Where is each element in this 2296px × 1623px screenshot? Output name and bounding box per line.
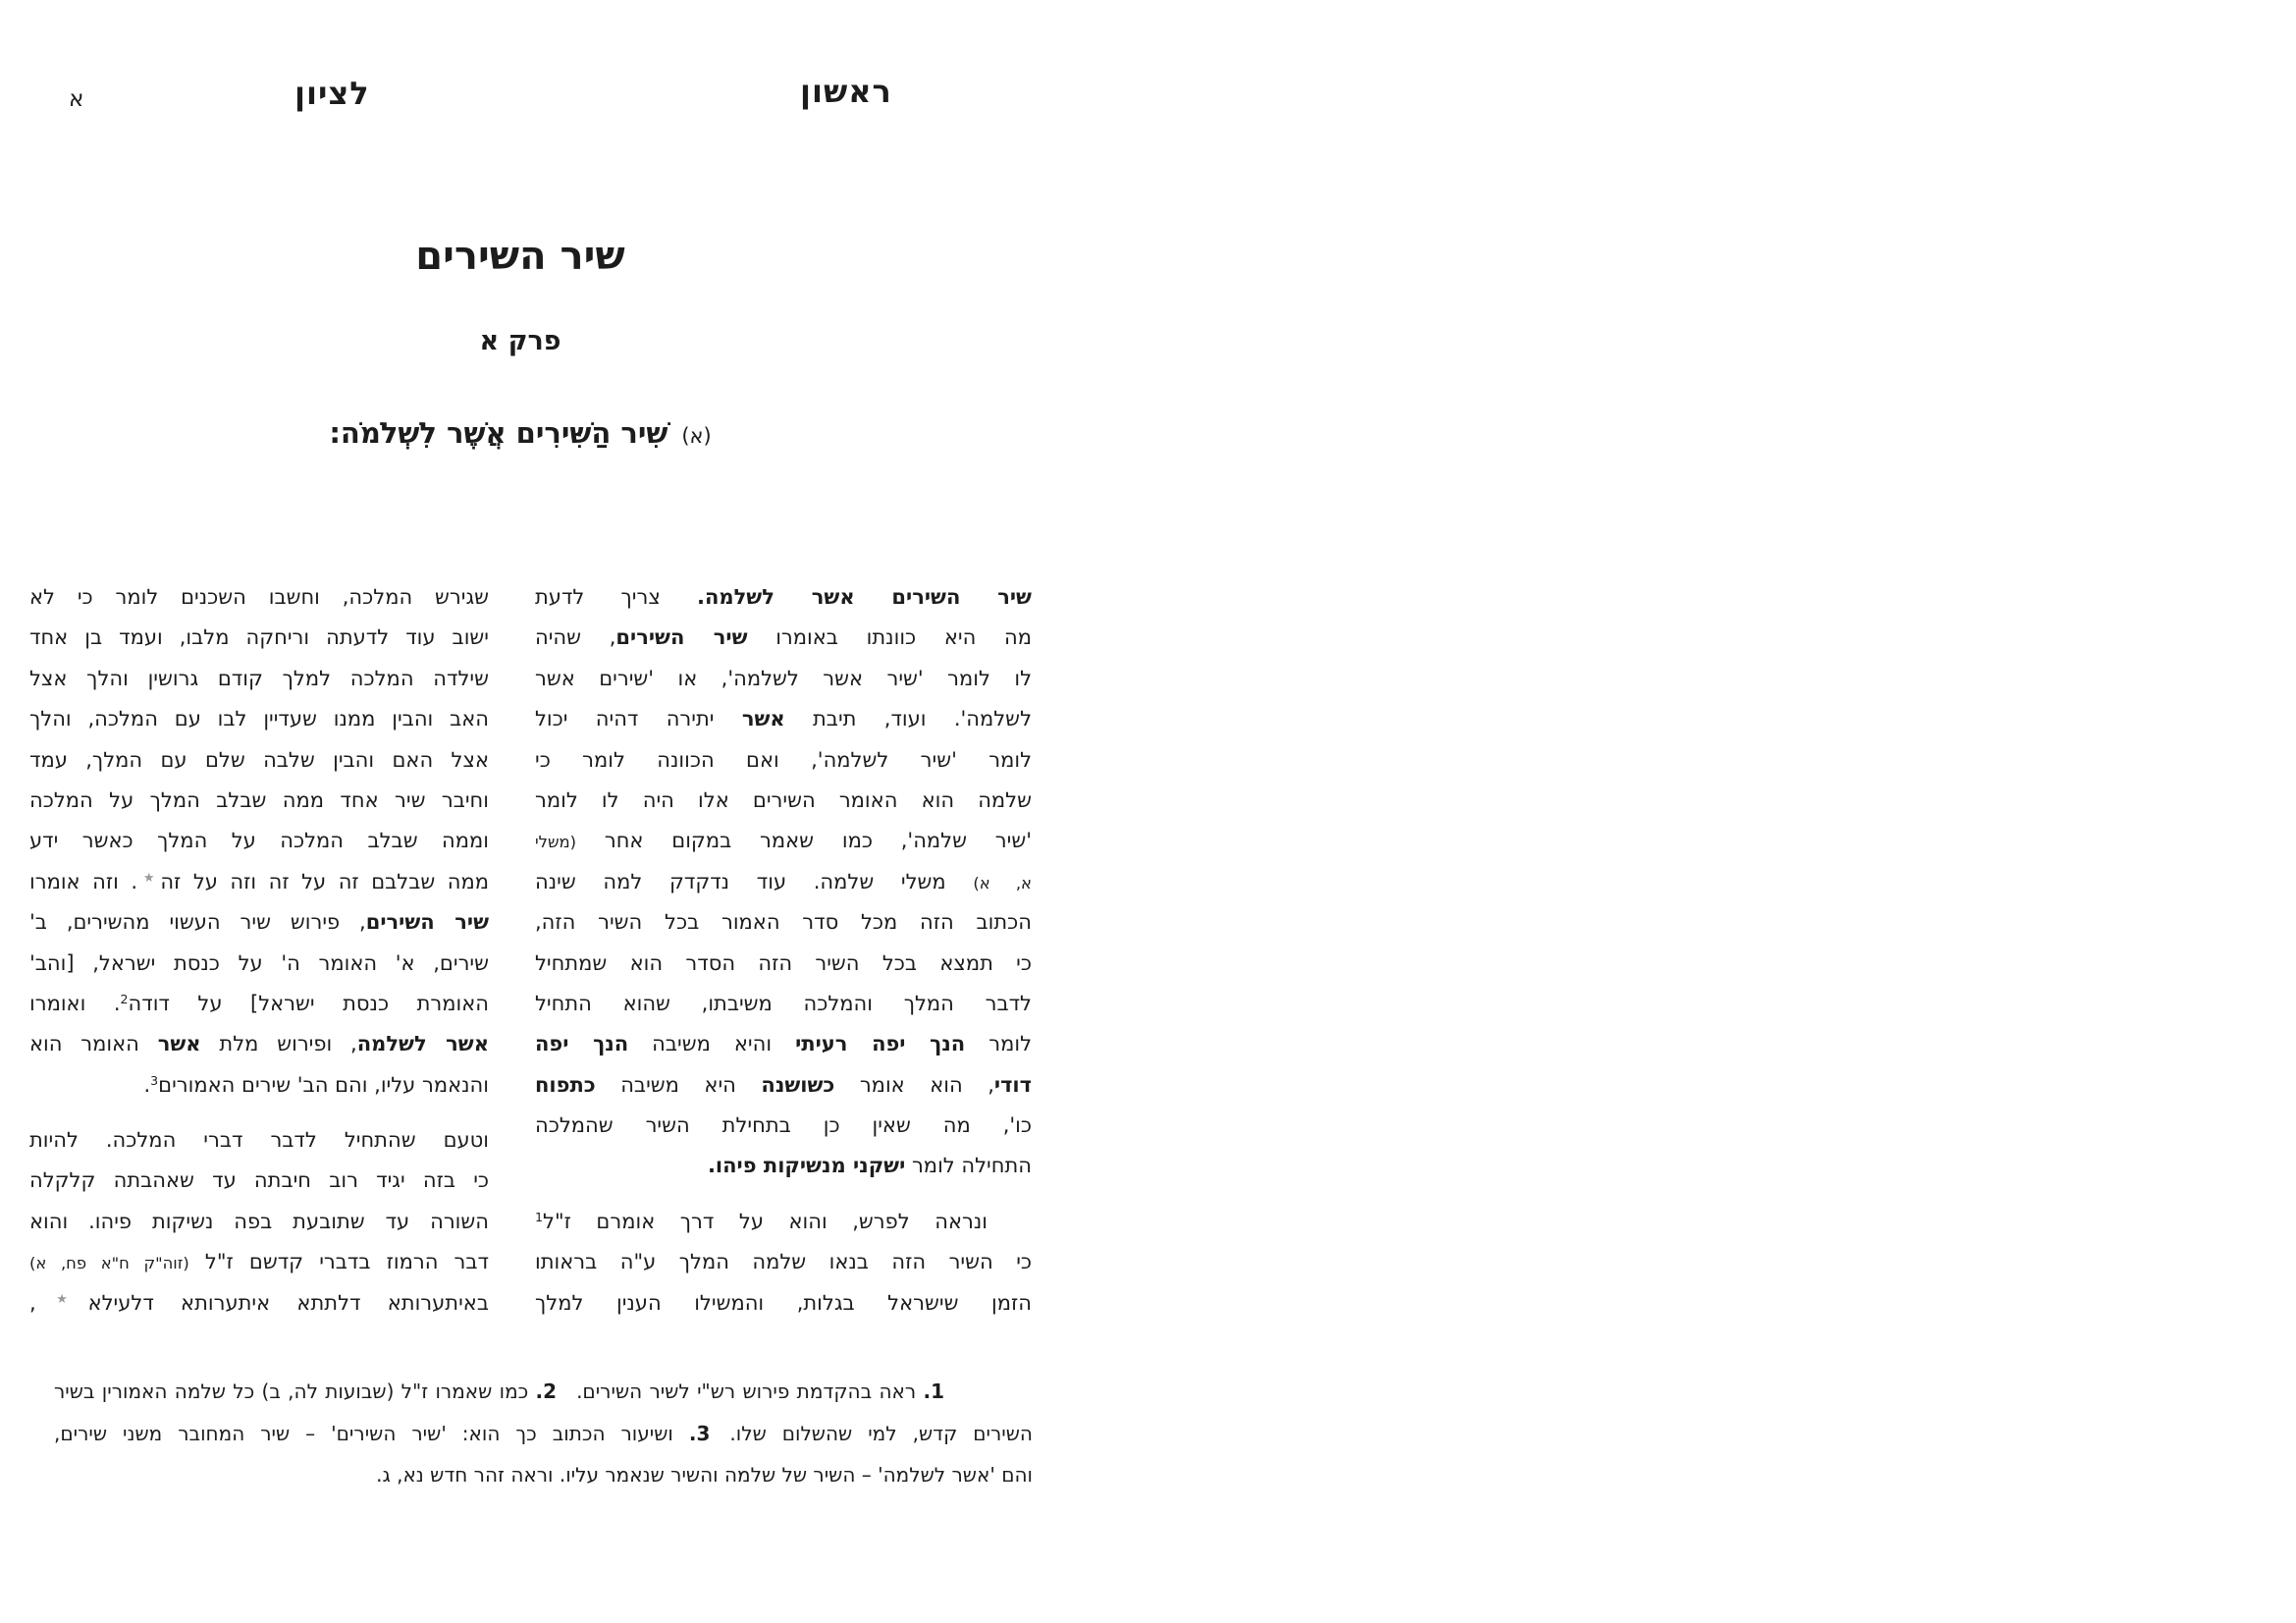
text-line [535, 821, 1032, 861]
text-paragraph [29, 1120, 489, 1324]
text-line [29, 659, 489, 699]
text-line [29, 1283, 489, 1324]
text-segment: . וזה אומרו [29, 869, 137, 893]
footnote-reference-number: 2 [120, 991, 129, 1006]
running-head-left-word: לציון [294, 75, 370, 112]
commentary-column-left [29, 577, 489, 1324]
text-segment: דבר הרמוז בדברי קדשם ז"ל [188, 1250, 489, 1274]
text-segment: כשושנה [761, 1072, 835, 1097]
text-segment: 'שיר שלמה', כמו שאמר במקום אחר [576, 829, 1032, 853]
text-segment: ממה שבלבם זה על זה וזה על זה [160, 869, 489, 893]
text-segment: , הוא אומר [834, 1072, 994, 1097]
text-segment: . ואומרו [29, 991, 121, 1015]
text-segment: ונראה לפרש, והוא על דרך אומרם ז"ל [543, 1209, 988, 1233]
text-line [535, 1065, 1032, 1106]
text-segment: אשר לשלמה [356, 1032, 489, 1056]
text-line [535, 781, 1032, 821]
text-segment: מה היא כוונתו באומרו [747, 625, 1032, 650]
text-segment: לדבר המלך והמלכה משיבתו, שהוא התחיל [535, 991, 1032, 1015]
text-line [535, 659, 1032, 699]
text-segment: השורה עד שתובעת בפה נשיקות פיהו. והוא [29, 1209, 489, 1233]
text-line [535, 740, 1032, 781]
source-citation: (משלי [535, 833, 577, 852]
text-line [29, 1120, 489, 1161]
text-segment: שיר השירים [365, 910, 489, 935]
footnote-reference-number: 1 [535, 1209, 544, 1224]
text-segment: היא משיבה [595, 1072, 762, 1097]
text-line [29, 984, 489, 1024]
verse-line [226, 416, 815, 450]
text-segment: כי בזה יגיד רוב חיבתה עד שאהבתה קלקלה [29, 1168, 489, 1193]
text-segment: יתירה דהיה יכול [535, 707, 742, 731]
text-line [29, 1202, 489, 1242]
text-segment: לשלמה'. ועוד, תיבת [784, 707, 1032, 731]
text-segment: התחילה לומר [905, 1154, 1032, 1178]
text-segment: הכתוב הזה מכל סדר האמור בכל השיר הזה, [535, 910, 1032, 935]
text-segment: שלמה הוא האומר השירים אלו היה לו לומר [535, 787, 1032, 812]
text-line [29, 1161, 489, 1201]
text-line [29, 944, 489, 984]
text-segment: , ופירוש מלת [200, 1032, 357, 1056]
text-paragraph [535, 1202, 1032, 1324]
text-segment: השירים קדש, למי שהשלום שלו. [710, 1421, 1033, 1445]
text-line [535, 618, 1032, 658]
text-segment: שיר השירים [615, 625, 748, 650]
verse-number: (א) [681, 424, 712, 448]
source-citation: (זוה"ק ח"א פח, א) [29, 1254, 189, 1273]
text-segment: אשר [157, 1032, 201, 1056]
text-line [535, 862, 1032, 902]
text-line [535, 1242, 1032, 1282]
text-segment: משלי שלמה. עוד נדקדק למה שינה [535, 869, 974, 893]
chapter-heading: פרק א [479, 326, 561, 356]
text-line [29, 781, 489, 821]
text-line [29, 1024, 489, 1064]
page-number: א [69, 86, 84, 112]
text-segment: האב והבין ממנו שעדיין לבו עם המלכה, והלך [29, 707, 489, 731]
text-segment: והנאמר עליו, והם הב' שירים האמורים [158, 1072, 489, 1097]
text-segment: אשר [741, 707, 785, 731]
text-segment: והיא משיבה [628, 1032, 796, 1056]
text-segment: . [143, 1072, 151, 1097]
text-paragraph [29, 577, 489, 1106]
text-segment: הנך יפה [535, 1032, 629, 1056]
text-segment: כתפוח [535, 1072, 596, 1097]
text-segment: ישוב עוד לדעתה וריחקה מלבו, ועמד בן אחד [29, 625, 489, 650]
text-segment: וטעם שהתחיל לדבר דברי המלכה. להיות [29, 1128, 489, 1153]
text-segment: וממה שבלב המלכה על המלך כאשר ידע [29, 829, 489, 853]
text-line [29, 1242, 489, 1282]
text-segment: לומר [965, 1032, 1032, 1056]
text-line [29, 577, 489, 618]
text-segment: ראה בהקדמת פירוש רש"י לשיר השירים. [557, 1380, 924, 1403]
text-segment: הזמן שישראל בגלות, והמשילו הענין למלך [535, 1290, 1032, 1315]
text-line [29, 740, 489, 781]
text-line [535, 1146, 1032, 1186]
text-segment: שילדה המלכה למלך קודם גרושין והלך אצל [29, 666, 489, 690]
source-citation: א, א) [973, 873, 1032, 893]
text-segment: וחיבר שיר אחד ממה שבלב המלך על המלכה [29, 787, 489, 812]
text-segment: כי תמצא בכל השיר הזה הסדר הוא שמתחיל [535, 950, 1032, 975]
text-line [535, 699, 1032, 739]
text-segment: צריך לדעת [535, 585, 697, 609]
text-line [535, 984, 1032, 1024]
text-segment: שירים, א' האומר ה' על כנסת ישראל, [והב' [29, 950, 489, 975]
text-line [535, 1106, 1032, 1146]
text-segment: באיתערותא דלתתא איתערותא דלעילא [87, 1290, 489, 1315]
text-segment: דודי [993, 1072, 1032, 1097]
text-line [54, 1454, 1033, 1496]
text-line [29, 1065, 489, 1106]
text-segment: ושיעור הכתוב כך הוא: 'שיר השירים' – שיר המחובר משני שירים, [54, 1421, 689, 1445]
text-paragraph [535, 577, 1032, 1187]
text-segment: לו לומר 'שיר אשר לשלמה', או 'שירים אשר [535, 666, 1032, 690]
text-segment: , פירוש שיר העשוי מהשירים, ב' [29, 910, 366, 935]
text-line [54, 1371, 1033, 1413]
text-line [54, 1413, 1033, 1455]
text-segment: אצל האם והבין שלבה שלם עם המלך, עמד [29, 747, 489, 772]
text-segment: , [29, 1290, 36, 1315]
text-segment: 2. [535, 1380, 558, 1403]
text-segment: , שהיה [535, 625, 616, 650]
text-line [29, 821, 489, 861]
text-segment: כו', מה שאין כן בתחילת השיר שהמלכה [535, 1113, 1032, 1138]
text-segment: הנך יפה רעיתי [795, 1032, 966, 1056]
text-segment: 1. [923, 1380, 945, 1403]
running-head-right-word: ראשון [800, 73, 892, 110]
text-segment: האומרת כנסת ישראל] על דודה [128, 991, 489, 1015]
text-segment: כי השיר הזה בנאו שלמה המלך ע"ה בראותו [535, 1250, 1032, 1274]
text-line [535, 577, 1032, 618]
text-line [535, 1283, 1032, 1324]
footnote-marker-star-icon: ★ [35, 1292, 88, 1308]
text-line [29, 618, 489, 658]
text-segment: ישקני מנשיקות פיהו. [707, 1154, 906, 1178]
text-line [535, 944, 1032, 984]
commentary-column-right [535, 577, 1032, 1324]
text-segment: לומר 'שיר לשלמה', ואם הכוונה לומר כי [535, 747, 1032, 772]
text-segment: והם 'אשר לשלמה' – השיר של שלמה והשיר שנאמר עליו. וראה זהר חדש נא, ג. [376, 1463, 1033, 1488]
text-segment: שגירש המלכה, וחשבו השכנים לומר כי לא [29, 585, 489, 609]
text-line [535, 1024, 1032, 1064]
text-line [535, 1202, 1032, 1242]
text-segment: שיר השירים אשר לשלמה. [697, 585, 1032, 609]
text-line [535, 902, 1032, 943]
footnote-marker-star-icon: ★ [137, 871, 161, 887]
text-segment: 3. [688, 1421, 711, 1445]
text-paragraph [54, 1371, 1033, 1496]
book-title: שיר השירים [415, 234, 625, 279]
verse-text: שִׁיר הַשִּׁירִים אֲשֶׁר לִשְׁלֹמֹה: [329, 416, 668, 450]
footnote-reference-number: 3 [150, 1072, 159, 1088]
text-line [29, 862, 489, 902]
text-segment: כמו שאמרו ז"ל (שבועות לה, ב) כל שלמה האמורין בשיר [54, 1380, 536, 1403]
text-segment: האומר הוא [29, 1032, 158, 1056]
text-line [29, 699, 489, 739]
text-line [29, 902, 489, 943]
footnotes-block [54, 1371, 1033, 1496]
